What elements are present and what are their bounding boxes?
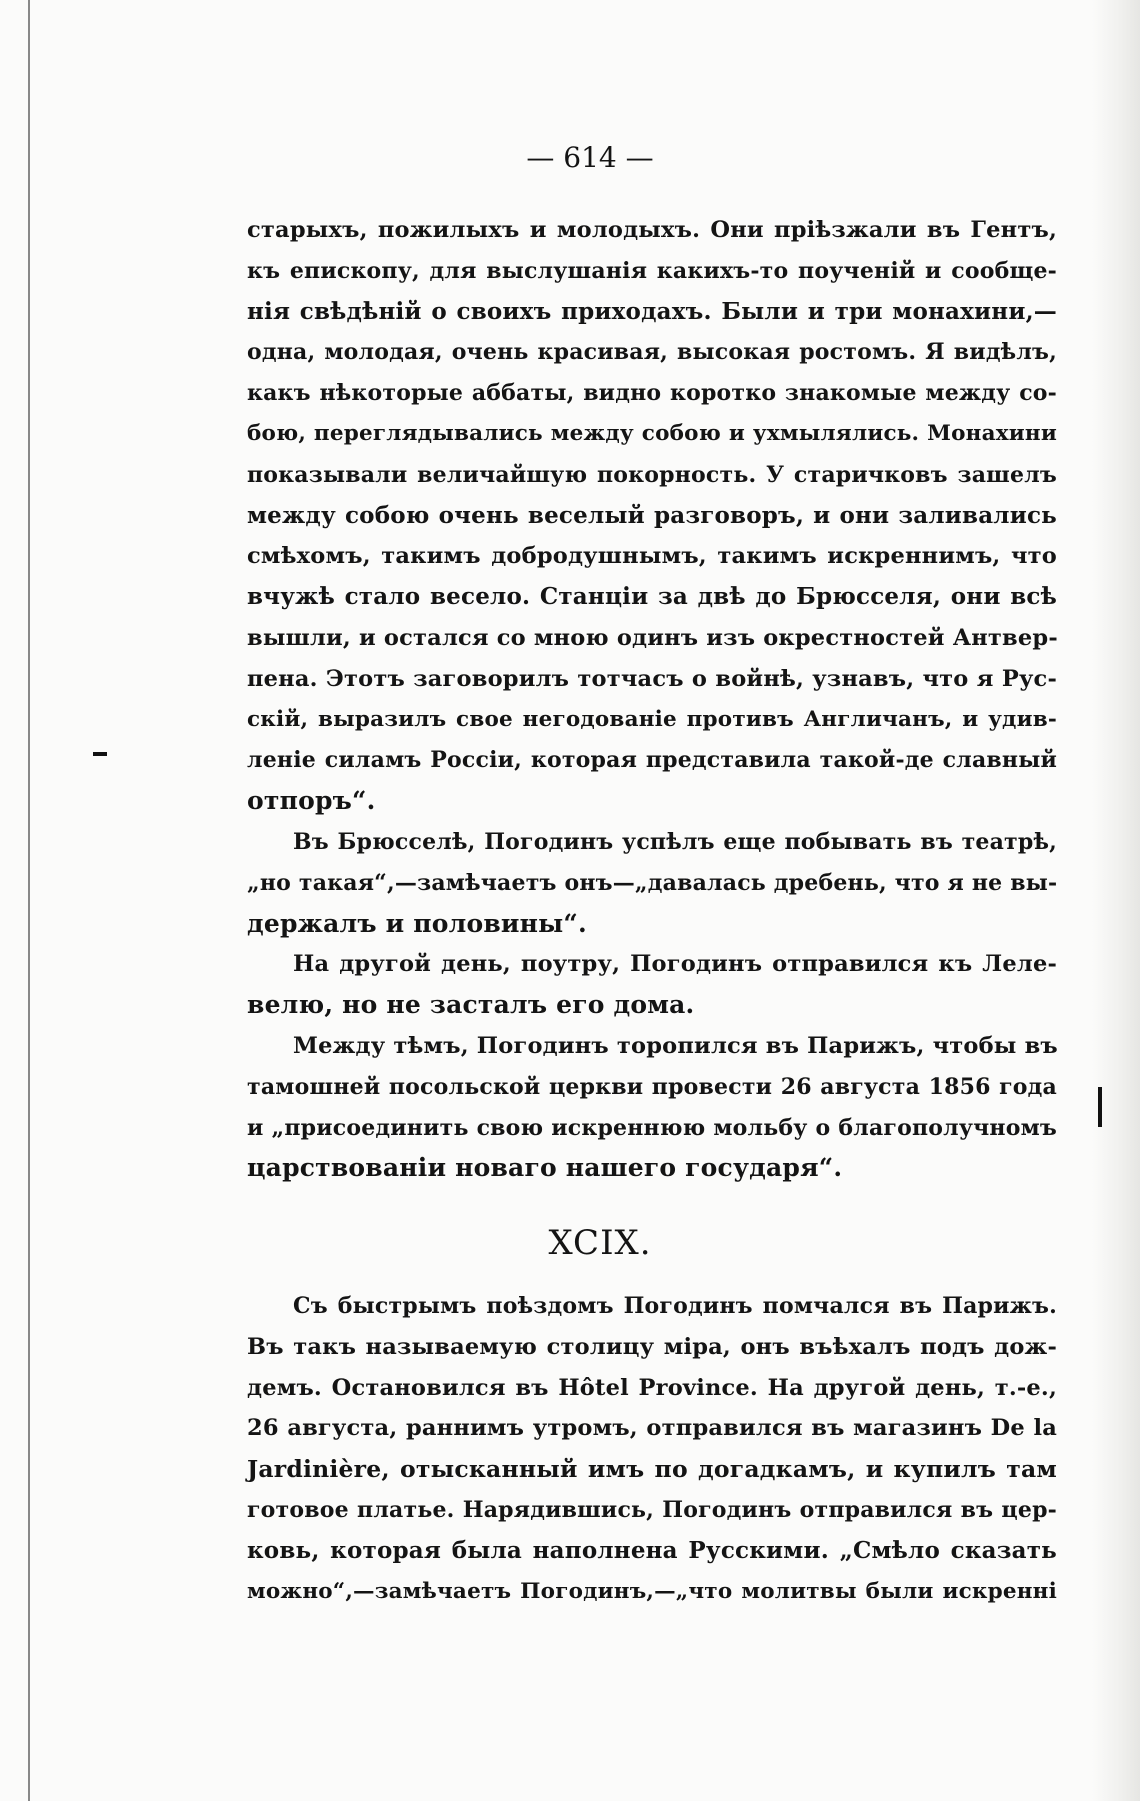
scan-edge-left xyxy=(28,0,30,1801)
text-line: бою, переглядывались между собою и ухмылялись. Монахини xyxy=(247,420,1057,446)
text-line: На другой день, поутру, Погодинъ отправился къ Леле- xyxy=(293,951,1057,978)
text-line: пена. Этотъ заговорилъ тотчасъ о войнѣ, узнавъ, что я Рус- xyxy=(247,665,1057,692)
text-line: одна, молодая, очень красивая, высокая ростомъ. Я видѣлъ, xyxy=(247,339,1057,366)
text-line: тамошней посольской церкви провести 26 августа 1856 года xyxy=(247,1073,1057,1100)
margin-mark xyxy=(93,752,107,756)
text-line: готовое платье. Нарядившись, Погодинъ отправился въ цер- xyxy=(247,1496,1057,1523)
text-line: Въ Брюсселѣ, Погодинъ успѣлъ еще побывать въ театрѣ, xyxy=(293,828,1057,855)
text-line: держалъ и половины“. xyxy=(247,908,587,938)
text-line: отпоръ“. xyxy=(247,786,376,816)
text-line: Jardinière, отысканный имъ по догадкамъ, и купилъ там xyxy=(247,1455,1057,1484)
text-line: леніе силамъ Россіи, которая представила такой-де славный xyxy=(247,747,1057,774)
text-line: и „присоединить свою искреннюю мольбу о благополучномъ xyxy=(247,1114,1057,1141)
chapter-heading: XCIX. xyxy=(548,1223,652,1263)
text-line: скій, выразилъ свое негодованіе противъ Англичанъ, и удив- xyxy=(247,706,1057,732)
text-line: Съ быстрымъ поѣздомъ Погодинъ помчался въ Парижъ. xyxy=(293,1293,1057,1319)
text-line: вышли, и остался со мною одинъ изъ окрестностей Антвер- xyxy=(247,624,1058,651)
text-line: какъ нѣкоторые аббаты, видно коротко знакомые между со- xyxy=(247,380,1057,407)
text-line: нія свѣдѣній о своихъ приходахъ. Были и три монахини,— xyxy=(247,297,1057,325)
text-line: Въ такъ называемую столицу міра, онъ въѣхалъ подъ дож- xyxy=(247,1333,1057,1360)
text-line: старыхъ, пожилыхъ и молодыхъ. Они пріѣзжали въ Гентъ, xyxy=(247,217,1057,243)
page-number: — 614 — xyxy=(526,141,654,174)
text-line: демъ. Остановился въ Hôtel Province. На другой день, т.-е., xyxy=(247,1374,1057,1401)
text-line: ковь, которая была наполнена Русскими. „Смѣло сказать xyxy=(247,1536,1057,1564)
scan-edge-right xyxy=(1092,0,1140,1801)
text-line: велю, но не засталъ его дома. xyxy=(247,990,695,1020)
text-line: можно“,—замѣчаетъ Погодинъ,—„что молитвы были искренні xyxy=(247,1578,1057,1604)
text-line: между собою очень веселый разговоръ, и они заливались xyxy=(247,501,1057,529)
text-line: смѣхомъ, такимъ добродушнымъ, такимъ искреннимъ, что xyxy=(247,543,1057,570)
text-line: вчужѣ стало весело. Станціи за двѣ до Брюсселя, они всѣ xyxy=(247,583,1057,611)
text-line: 26 августа, раннимъ утромъ, отправился въ магазинъ De la xyxy=(247,1415,1057,1442)
text-block-top xyxy=(247,210,1057,1189)
text-line: Между тѣмъ, Погодинъ торопился въ Парижъ, чтобы въ xyxy=(293,1032,1058,1059)
text-line: показывали величайшую покорность. У старичковъ зашелъ xyxy=(247,461,1057,488)
text-line: „но такая“,—замѣчаетъ онъ—„давалась дребень, что я не вы- xyxy=(247,869,1058,896)
margin-mark xyxy=(1098,1087,1102,1127)
text-line: къ епископу, для выслушанія какихъ-то поученій и сообще- xyxy=(247,257,1057,284)
text-block-bottom xyxy=(247,1286,1057,1612)
text-line: царствованіи новаго нашего государя“. xyxy=(247,1153,843,1183)
